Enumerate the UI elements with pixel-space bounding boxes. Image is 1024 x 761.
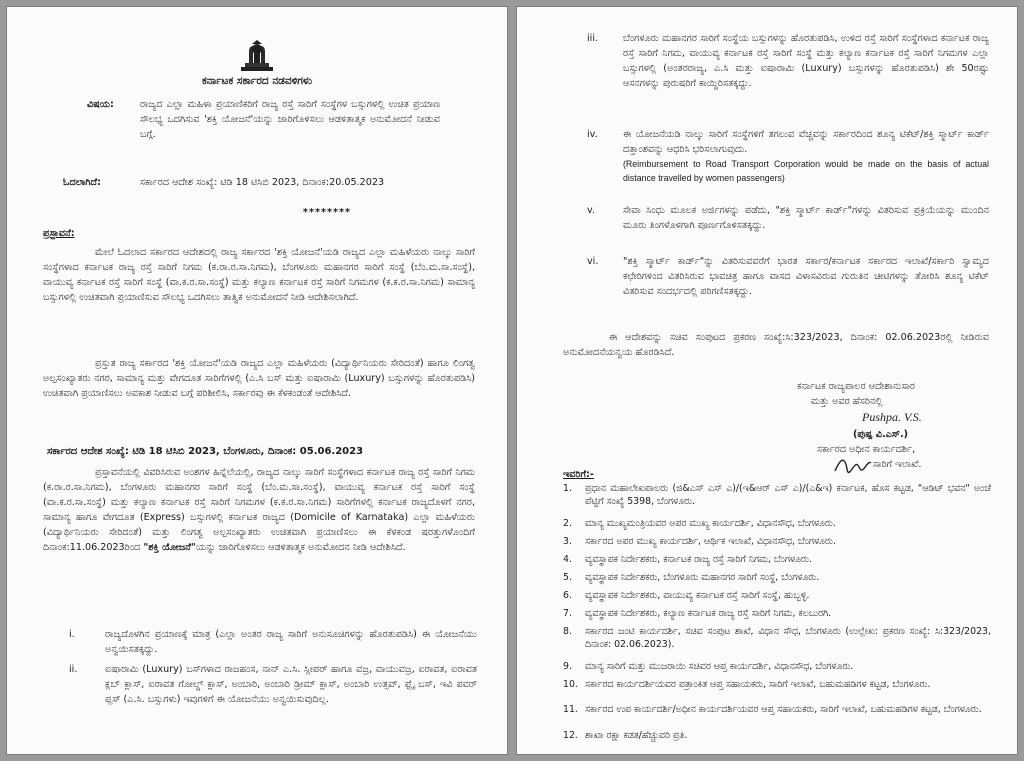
cc-text: ಶಾಖಾ ರಕ್ಷಾ ಕಡತ/ಹೆಚ್ಚುವರಿ ಪ್ರತಿ. <box>585 730 688 741</box>
condition-number: v. <box>587 205 595 216</box>
closing-paragraph: ಈ ಆದೇಶವನ್ನು ಸಚಿವ ಸಂಪುಟದ ಪ್ರಕರಣ ಸಂಖ್ಯೆ:ಸಿ:323/2023, ದಿನಾಂಕ: 02.06.2023ರಲ್ಲಿ ನೀಡಿರುವ ಅನುಮೋದನೆಯನ್ವಯ ಹೊರಡಿಸಿದೆ. <box>563 332 989 358</box>
cc-number: 12. <box>563 730 578 741</box>
authority-line-2: ಮತ್ತು ಅವರ ಹೆಸರಿನಲ್ಲಿ <box>811 396 883 407</box>
condition-item <box>69 662 477 707</box>
condition-number: iv. <box>587 129 598 140</box>
cc-number: 5. <box>563 572 572 583</box>
order-heading: ಸರ್ಕಾರದ ಆದೇಶ ಸಂಖ್ಯೆ: ಟಿಡಿ 18 ಟಿಸಿಬಿ 2023, ಬೆಂಗಳೂರು, ದಿನಾಂಕ: 05.06.2023 <box>47 446 364 457</box>
cc-list-item <box>563 518 991 531</box>
condition-item <box>587 127 989 185</box>
document-page-right <box>516 6 1018 755</box>
cc-number: 6. <box>563 590 572 601</box>
condition-item <box>587 31 989 91</box>
condition-content <box>623 127 989 185</box>
separator-stars: ******** <box>302 207 352 218</box>
subject-text: ರಾಜ್ಯದ ಎಲ್ಲಾ ಮಹಿಳಾ ಪ್ರಯಾಣಿಕರಿಗೆ ರಾಜ್ಯ ರಸ್ತೆ ಸಾರಿಗೆ ಸಂಸ್ಥೆಗಳ ಬಸ್ಸುಗಳಲ್ಲಿ ಉಚಿತ ಪ್ರಯಾಣ ಸೌಲಭ್ಯ ಒದಗಿಸುವ 'ಶಕ್ತಿ ಯೋಜನೆ'ಯನ್ನು ಜಾರಿಗೊಳಿಸಲು ಆಡಳಿತಾತ್ಮಕ ಅನುಮೋದನೆ ನೀಡುವ ಬಗ್ಗೆ. <box>140 99 440 140</box>
reference-label: ಓದಲಾಗಿದೆ: <box>63 177 101 188</box>
cc-text: ಸರ್ಕಾರದ ಅಪರ ಮುಖ್ಯ ಕಾರ್ಯದರ್ಶಿ, ಆರ್ಥಿಕ ಇಲಾಖೆ, ವಿಧಾನಸೌಧ, ಬೆಂಗಳೂರು. <box>585 536 836 547</box>
cc-text: ವ್ಯವಸ್ಥಾಪಕ ನಿರ್ದೇಶಕರು, ಕರ್ನಾಟಕ ರಾಜ್ಯ ರಸ್ತೆ ಸಾರಿಗೆ ನಿಗಮ, ಬೆಂಗಳೂರು. <box>585 554 812 565</box>
authority-line-1: ಕರ್ನಾಟಕ ರಾಜ್ಯಪಾಲರ ಆದೇಶಾನುಸಾರ <box>797 381 916 392</box>
state-emblem-icon <box>239 40 275 72</box>
cc-number: 11. <box>563 704 578 715</box>
cc-number: 4. <box>563 554 572 565</box>
cc-list-item <box>563 661 991 674</box>
condition-text: ಸೇವಾ ಸಿಂಧು ಮೂಲಕ ಅರ್ಜಿಗಳನ್ನು ಪಡೆದು, "ಶಕ್ತಿ ಸ್ಮಾರ್ಟ್ ಕಾರ್ಡ್"ಗಳನ್ನು ವಿತರಿಸುವ ಪ್ರಕ್ರಿಯೆಯನ್ನು ಮುಂದಿನ ಮೂರು ತಿಂಗಳೊಳಗಾಗಿ ಪೂರ್ಣಗೊಳಿಸತಕ್ಕದ್ದು. <box>623 205 989 231</box>
condition-english-note: (Reimbursement to Road Transport Corporation would be made on the basis of actual distance travelled by women passengers) <box>623 159 989 183</box>
cc-heading: ಇವರಿಗೆ:- <box>563 469 594 480</box>
cc-number: 7. <box>563 608 572 619</box>
condition-text: ರಾಜ್ಯದೊಳಗಿನ ಪ್ರಯಾಣಕ್ಕೆ ಮಾತ್ರ (ಎಲ್ಲಾ ಅಂತರ ರಾಜ್ಯ ಸಾರಿಗೆ ಅನುಸೂಚಿಗಳನ್ನು ಹೊರತುಪಡಿಸಿ) ಈ ಯೋಜನೆಯು ಅನ್ವಯಿಸತಕ್ಕದ್ದು. <box>105 629 477 655</box>
cc-list-item <box>563 730 991 743</box>
preamble-heading: ಪ್ರಸ್ತಾವನೆ: <box>43 228 75 239</box>
reference-text: ಸರ್ಕಾರದ ಆದೇಶ ಸಂಖ್ಯೆ: ಟಿಡಿ 18 ಟಿಸಿಬಿ 2023, ದಿನಾಂಕ:20.05.2023 <box>140 177 385 188</box>
cc-number: 3. <box>563 536 572 547</box>
cc-text: ಪ್ರಧಾನ ಮಹಾಲೇಖಪಾಲರು (ಜಿ&ಎಸ್ ಎಸ್ ಎ)/(ಇ&ಆರ್ ಎಸ್ ಎ)/(ಎ&ಇ) ಕರ್ನಾಟಕ, ಹೊಸ ಕಟ್ಟಡ, "ಆಡಿಟ್ ಭವನ" ಅಂಚೆ ಪೆಟ್ಟಿಗೆ ಸಂಖ್ಯೆ 5398, ಬೆಂಗಳೂರು. <box>585 483 991 507</box>
signatory-title: ಸರ್ಕಾರದ ಅಧೀನ ಕಾರ್ಯದರ್ಶಿ, <box>817 444 916 455</box>
initials-scribble-icon <box>833 453 873 477</box>
order-paragraph-text-b: ಯನ್ನು ಜಾರಿಗೊಳಿಸಲು ಆಡಳಿತಾತ್ಮಕ ಅನುಮೋದನ ನೀಡಿ ಆದೇಶಿಸಿದೆ. <box>195 542 406 553</box>
document-header: ಕರ್ನಾಟಕ ಸರ್ಕಾರದ ನಡವಳಿಗಳು <box>201 75 313 87</box>
cc-text: ವ್ಯವಸ್ಥಾಪಕ ನಿರ್ದೇಶಕರು, ಕಲ್ಯಾಣ ಕರ್ನಾಟಕ ರಾಜ್ಯ ರಸ್ತೆ ಸಾರಿಗೆ ನಿಗಮ, ಕಲಬುರಗಿ. <box>585 608 832 619</box>
preamble-paragraph-2: ಪ್ರಸ್ತುತ ರಾಜ್ಯ ಸರ್ಕಾರದ 'ಶಕ್ತಿ ಯೋಜನೆ'ಯಡಿ ರಾಜ್ಯದ ಎಲ್ಲಾ ಮಹಿಳೆಯರು (ವಿದ್ಯಾರ್ಥಿನಿಯರು ಸೇರಿದಂತೆ) ಹಾಗೂ ಲಿಂಗತ್ವ ಅಲ್ಪಸಂಖ್ಯಾತರು ನಗರ, ಸಾಮಾನ್ಯ ಮತ್ತು ವೇಗದೂತ ಸಾರಿಗೆಗಳಲ್ಲಿ (ಎ.ಸಿ ಬಸ್ ಮತ್ತು ಐಷಾರಾಮಿ (Luxury) ಬಸ್ಸುಗಳನ್ನು ಹೊರತುಪಡಿಸಿ) ಉಚಿತವಾಗಿ ಪ್ರಯಾಣಿಸಲು ಅವಕಾಶ ನೀಡುವ ಬಗ್ಗೆ ಪರಿಶೀಲಿಸಿ, ಸರ್ಕಾರವು ಈ ಕೆಳಕಂಡಂತೆ ಆದೇಶಿಸಿದೆ. <box>43 358 475 399</box>
cc-list-item <box>563 704 991 717</box>
condition-number: vi. <box>587 256 599 267</box>
condition-text: ಬೆಂಗಳೂರು ಮಹಾನಗರ ಸಾರಿಗೆ ಸಂಸ್ಥೆಯ ಬಸ್ಸುಗಳನ್ನು ಹೊರತುಪಡಿಸಿ, ಉಳಿದ ರಸ್ತೆ ಸಾರಿಗೆ ಸಂಸ್ಥೆಗಳಾದ ಕರ್ನಾಟಕ ರಾಜ್ಯ ರಸ್ತೆ ಸಾರಿಗೆ ನಿಗಮ, ವಾಯುವ್ಯ ಕರ್ನಾಟಕ ರಸ್ತೆ ಸಾರಿಗೆ ಸಂಸ್ಥೆ ಮತ್ತು ಕಲ್ಯಾಣ ಕರ್ನಾಟಕ ರಸ್ತೆ ಸಾರಿಗೆ ನಿಗಮಗಳ ಎಲ್ಲಾ ಬಸ್ಸುಗಳಲ್ಲಿ (ಅಂತರರಾಜ್ಯ, ಎ.ಸಿ ಮತ್ತು ಐಷಾರಾಮಿ (Luxury) ಬಸ್ಸುಗಳನ್ನು ಹೊರತುಪಡಿಸಿ) ಶೇ 50ರಷ್ಟು ಆಸನಗಳನ್ನು ಪುರುಷರಿಗೆ ಕಾಯ್ದಿರಿಸತಕ್ಕದ್ದು. <box>623 33 989 89</box>
cc-text: ಸರ್ಕಾರದ ಕಾರ್ಯದರ್ಶಿಯವರ ಪತ್ರಾಂಕಿತ ಆಪ್ತ ಸಹಾಯಕರು, ಸಾರಿಗೆ ಇಲಾಖೆ, ಬಹುಮಹಡಿಗಳ ಕಟ್ಟಡ, ಬೆಂಗಳೂರು. <box>585 679 931 690</box>
cc-list-item <box>563 536 991 549</box>
preamble-paragraph-1: ಮೇಲೆ ಓದಲಾದ ಸರ್ಕಾರದ ಆದೇಶದಲ್ಲಿ ರಾಜ್ಯ ಸರ್ಕಾರದ 'ಶಕ್ತಿ ಯೋಜನೆ'ಯಡಿ ರಾಜ್ಯದ ಎಲ್ಲಾ ಮಹಿಳೆಯರು ನಾಲ್ಕು ಸಾರಿಗೆ ಸಂಸ್ಥೆಗಳಾದ ಕರ್ನಾಟಕ ರಾಜ್ಯ ರಸ್ತೆ ಸಾರಿಗೆ ನಿಗಮ (ಕ.ರಾ.ರ.ಸಾ.ನಿಗಮ), ಬೆಂಗಳೂರು ಮಹಾನಗರ ಸಾರಿಗೆ ಸಂಸ್ಥೆ (ಬೆಂ.ಮ.ಸಾ.ಸಂಸ್ಥೆ), ವಾಯುವ್ಯ ಕರ್ನಾಟಕ ರಸ್ತೆ ಸಾರಿಗೆ ಸಂಸ್ಥೆ (ವಾ.ಕ.ರ.ಸಾ.ಸಂಸ್ಥೆ) ಮತ್ತು ಕಲ್ಯಾಣ ಕರ್ನಾಟಕ ರಸ್ತೆ ಸಾರಿಗೆ ನಿಗಮಗಳ (ಕ.ಕ.ರ.ಸಾ.ನಿಗಮ) ಸಾಮಾನ್ಯ ಬಸ್ಸುಗಳಲ್ಲಿ ಉಚಿತವಾಗಿ ಪ್ರಯಾಣಿಸುವ ಸೌಲಭ್ಯ ಒದಗಿಸಲು ತಾತ್ವಿಕ ಅನುಮೋದನೆ ನೀಡಿ ಆದೇಶಿಸಲಾಗಿದೆ. <box>43 247 475 303</box>
condition-text: "ಶಕ್ತಿ ಸ್ಮಾರ್ಟ್ ಕಾರ್ಡ್"ನ್ನು ವಿತರಿಸುವವರೆಗೆ ಭಾರತ ಸರ್ಕಾರ/ಕರ್ನಾಟಕ ಸರ್ಕಾರದ ಇಲಾಖೆ/ಸರ್ಕಾರಿ ಸ್ವಾಮ್ಯದ ಕಛೇರಿಗಳಿಂದ ವಿತರಿಸಿರುವ ಭಾವಚಿತ್ರ ಹಾಗೂ ವಾಸದ ವಿಳಾಸವಿರುವ ಗುರುತಿನ ಚೀಟಿಗಳನ್ನು ತೋರಿಸಿ ಶೂನ್ಯ ಟಿಕೆಟ್ ವಿತರಿಸುವ ಸಂದರ್ಭದಲ್ಲಿ ಪರಿಗಣಿಸತಕ್ಕದ್ದು. <box>623 256 989 297</box>
cc-list-item <box>563 608 991 621</box>
condition-item <box>587 203 989 233</box>
signatory-department: ಸಾರಿಗೆ ಇಲಾಖೆ. <box>873 459 922 470</box>
subject-label: ವಿಷಯ: <box>87 99 114 110</box>
signature: Pushpa. V.S. <box>862 410 922 424</box>
cc-text: ಮಾನ್ಯ ಸಾರಿಗೆ ಮತ್ತು ಮುಜರಾಯಿ ಸಚಿವರ ಆಪ್ತ ಕಾರ್ಯದರ್ಶಿ, ವಿಧಾನಸೌಧ, ಬೆಂಗಳೂರು. <box>585 661 854 672</box>
cc-list-item <box>563 679 991 692</box>
signatory-name: (ಪುಷ್ಪ ವಿ.ಎಸ್.) <box>853 429 909 440</box>
document-page-left <box>6 6 508 755</box>
cc-text: ಸರ್ಕಾರದ ಉಪ ಕಾರ್ಯದರ್ಶಿ/ಅಧೀನ ಕಾರ್ಯದರ್ಶಿಯವರ ಆಪ್ತ ಸಹಾಯಕರು, ಸಾರಿಗೆ ಇಲಾಖೆ, ಬಹುಮಹಡಿಗಳ ಕಟ್ಟಡ, ಬೆಂಗಳೂರು. <box>585 704 982 715</box>
cc-number: 8. <box>563 626 572 637</box>
cc-number: 9. <box>563 661 572 672</box>
cc-text: ವ್ಯವಸ್ಥಾಪಕ ನಿರ್ದೇಶಕರು, ವಾಯುವ್ಯ ಕರ್ನಾಟಕ ರಸ್ತೆ ಸಾರಿಗೆ ಸಂಸ್ಥೆ, ಹುಬ್ಬಳ್ಳಿ. <box>585 590 810 601</box>
cc-list-item <box>563 626 991 651</box>
cc-list-item <box>563 483 991 508</box>
cc-list-item <box>563 590 991 603</box>
order-paragraph <box>43 465 475 555</box>
cc-number: 10. <box>563 679 578 690</box>
cc-list-item <box>563 554 991 567</box>
cc-number: 1. <box>563 483 572 494</box>
cc-text: ಮಾನ್ಯ ಮುಖ್ಯಮಂತ್ರಿಯವರ ಅಪರ ಮುಖ್ಯ ಕಾರ್ಯದರ್ಶಿ, ವಿಧಾನಸೌಧ, ಬೆಂಗಳೂರು. <box>585 518 836 529</box>
cc-list-item <box>563 572 991 585</box>
cc-number: 2. <box>563 518 572 529</box>
condition-number: iii. <box>587 33 599 44</box>
condition-text: ಈ ಯೋಜನೆಯಡಿ ನಾಲ್ಕು ಸಾರಿಗೆ ಸಂಸ್ಥೆಗಳಿಗೆ ತಗಲುವ ವೆಚ್ಚವನ್ನು ಸರ್ಕಾರದಿಂದ ಶೂನ್ಯ ಟಿಕೆಟ್/ಶಕ್ತಿ ಸ್ಮಾರ್ಟ್ ಕಾರ್ಡ್ ದತ್ತಾಂಶವನ್ನು ಆಧರಿಸಿ ಭರಿಸಲಾಗುವುದು. <box>623 129 989 155</box>
condition-item <box>587 254 989 299</box>
condition-number: ii. <box>69 664 78 675</box>
order-paragraph-text-a: ಪ್ರಸ್ತಾವನೆಯಲ್ಲಿ ವಿವರಿಸಿರುವ ಅಂಶಗಳ ಹಿನ್ನೆಲೆಯಲ್ಲಿ, ರಾಜ್ಯದ ನಾಲ್ಕು ಸಾರಿಗೆ ಸಂಸ್ಥೆಗಳಾದ ಕರ್ನಾಟಕ ರಾಜ್ಯ ರಸ್ತೆ ಸಾರಿಗೆ ನಿಗಮ (ಕ.ರಾ.ರ.ಸಾ.ನಿಗಮ), ಬೆಂಗಳೂರು ಮಹಾನಗರ ಸಾರಿಗೆ ಸಂಸ್ಥೆ (ಬೆಂ.ಮ.ಸಾ.ಸಂಸ್ಥೆ), ವಾಯುವ್ಯ ಕರ್ನಾಟಕ ರಸ್ತೆ ಸಾರಿಗೆ ಸಂಸ್ಥೆ (ವಾ.ಕ.ರ.ಸಾ.ಸಂಸ್ಥೆ) ಮತ್ತು ಕಲ್ಯಾಣ ಕರ್ನಾಟಕ ರಸ್ತೆ ಸಾರಿಗೆ ನಿಗಮಗಳ (ಕ.ಕ.ರ.ಸಾ.ನಿಗಮ) ಸಾರಿಗೆಗಳಲ್ಲಿ ಕರ್ನಾಟಕ ರಾಜ್ಯದೊಳಗೆ ನಗರ, ಸಾಮಾನ್ಯ ಹಾಗೂ ವೇಗದೂತ (Express) ಬಸ್ಸುಗಳಲ್ಲಿ ಕರ್ನಾಟಕ ರಾಜ್ಯದ (Domicile of Karnataka) ಎಲ್ಲಾ ಮಹಿಳೆಯರು (ವಿದ್ಯಾರ್ಥಿನಿಯರು ಸೇರಿದಂತೆ) ಮತ್ತು ಲಿಂಗತ್ವ ಅಲ್ಪಸಂಖ್ಯಾತರು ಉಚಿತವಾಗಿ ಪ್ರಯಾಣಿಸಲು ಈ ಕೆಳಕಂಡ ಷರತ್ತುಗಳೊಂದಿಗೆ ದಿನಾಂಕ:11.06.2023ರಿಂದ <box>43 467 475 553</box>
condition-text: ಐಷಾರಾಮಿ (Luxury) ಬಸ್‌ಗಳಾದ ರಾಜಹಂಸ, ನಾನ್ ಎ.ಸಿ. ಸ್ಲೀಪರ್ ಹಾಗೂ ವಜ್ರ, ವಾಯುವಜ್ರ, ಐರಾವತ, ಐರಾವತ ಕ್ಲಬ್ ಕ್ಲಾಸ್, ಐರಾವತ ಗೋಲ್ಡ್ ಕ್ಲಾಸ್, ಅಂಬಾರಿ, ಅಂಬಾರಿ ಡ್ರೀಮ್ ಕ್ಲಾಸ್, ಅಂಬಾರಿ ಉತ್ಸವ್, ಫ್ಲೈ ಬಸ್, ಇವಿ ಪವರ್ ಪ್ಲಸ್ (ಎ.ಸಿ. ಬಸ್ಸುಗಳು) ಇವುಗಳಿಗೆ ಈ ಯೋಜನೆಯು ಅನ್ವಯಿಸುವುದಿಲ್ಲ. <box>105 664 477 705</box>
condition-number: i. <box>69 629 75 640</box>
scheme-name-bold: "ಶಕ್ತಿ ಯೋಜನೆ" <box>143 542 196 553</box>
cc-text: ವ್ಯವಸ್ಥಾಪಕ ನಿರ್ದೇಶಕರು, ಬೆಂಗಳೂರು ಮಹಾನಗರ ಸಾರಿಗೆ ಸಂಸ್ಥೆ, ಬೆಂಗಳೂರು. <box>585 572 820 583</box>
condition-item <box>69 627 477 657</box>
cc-text: ಸರ್ಕಾರದ ಜಂಟಿ ಕಾರ್ಯದರ್ಶಿ, ಸಚಿವ ಸಂಪುಟ ಶಾಖೆ, ವಿಧಾನ ಸೌಧ, ಬೆಂಗಳೂರು (ಉಲ್ಲೇಖ: ಪ್ರಕರಣ ಸಂಖ್ಯೆ: ಸಿ:323/2023, ದಿನಾಂಕ: 02.06.2023). <box>585 626 991 650</box>
